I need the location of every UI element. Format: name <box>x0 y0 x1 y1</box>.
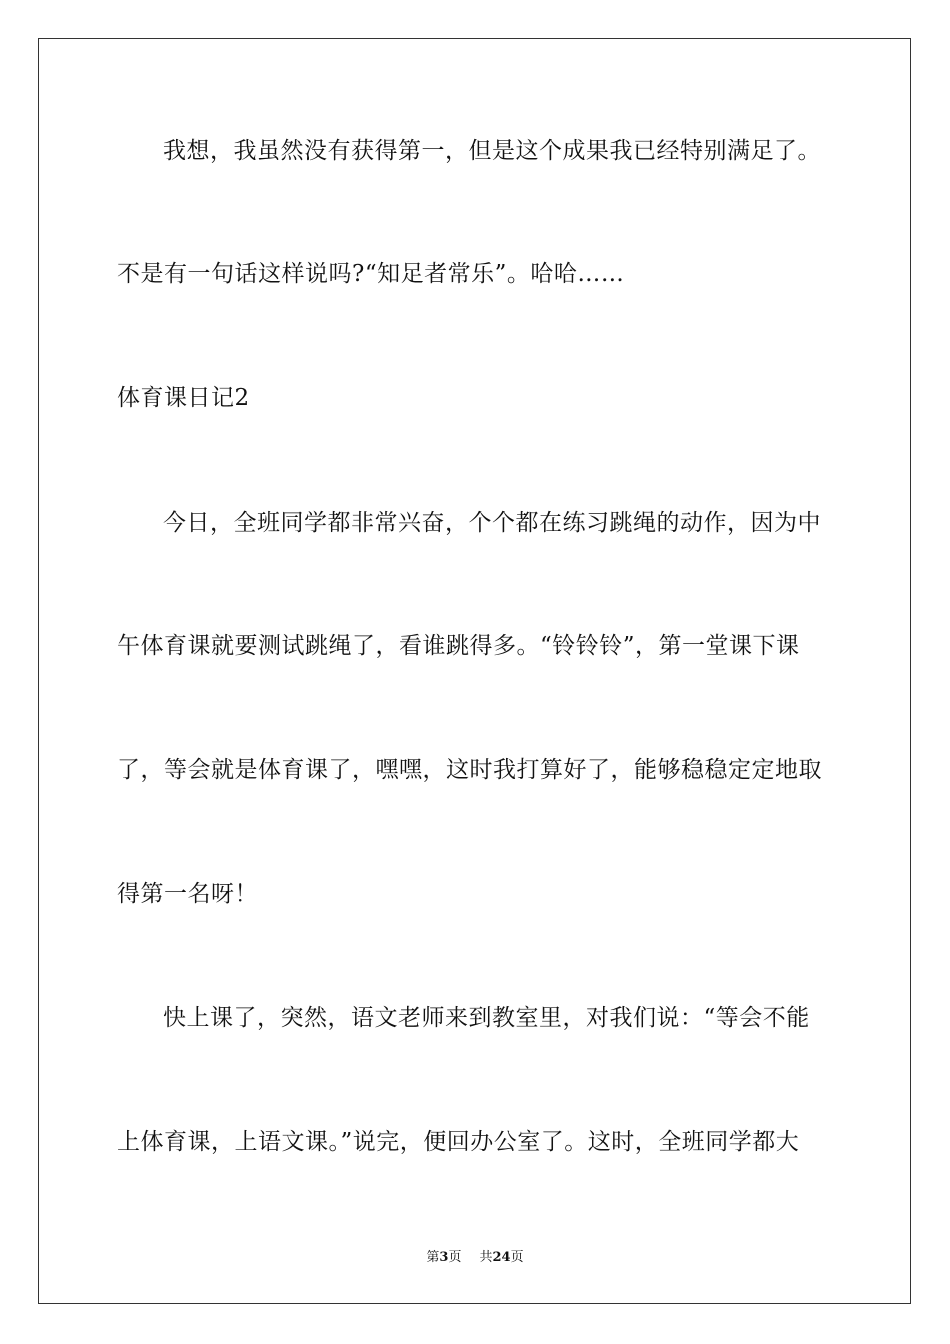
footer-page-number: 3 <box>439 1250 449 1265</box>
paragraph-line-4: 午体育课就要测试跳绳了，看谁跳得多。“铃铃铃”，第一堂课下课 <box>117 633 800 659</box>
paragraph-line-7: 快上课了，突然，语文老师来到教室里，对我们说：“等会不能 <box>163 1005 810 1031</box>
footer-total-prefix: 共 <box>479 1250 493 1265</box>
paragraph-line-5: 了，等会就是体育课了，嘿嘿，这时我打算好了，能够稳稳定定地取 <box>117 757 822 783</box>
paragraph-line-2: 不是有一句话这样说吗?“知足者常乐”。哈哈…… <box>117 261 625 287</box>
footer-prefix: 第 <box>426 1250 440 1265</box>
paragraph-line-1: 我想，我虽然没有获得第一，但是这个成果我已经特别满足了。 <box>163 138 821 164</box>
footer-total-pages: 24 <box>492 1250 511 1265</box>
page-footer <box>0 1246 950 1265</box>
paragraph-line-3: 今日，全班同学都非常兴奋，个个都在练习跳绳的动作，因为中 <box>163 510 821 536</box>
footer-page-suffix: 页 <box>448 1250 462 1265</box>
footer-total-suffix: 页 <box>510 1250 524 1265</box>
paragraph-line-8: 上体育课，上语文课。”说完，便回办公室了。这时，全班同学都大 <box>117 1129 800 1155</box>
page-border <box>38 38 911 1304</box>
paragraph-line-6: 得第一名呀！ <box>117 881 258 907</box>
section-heading: 体育课日记2 <box>117 385 250 411</box>
